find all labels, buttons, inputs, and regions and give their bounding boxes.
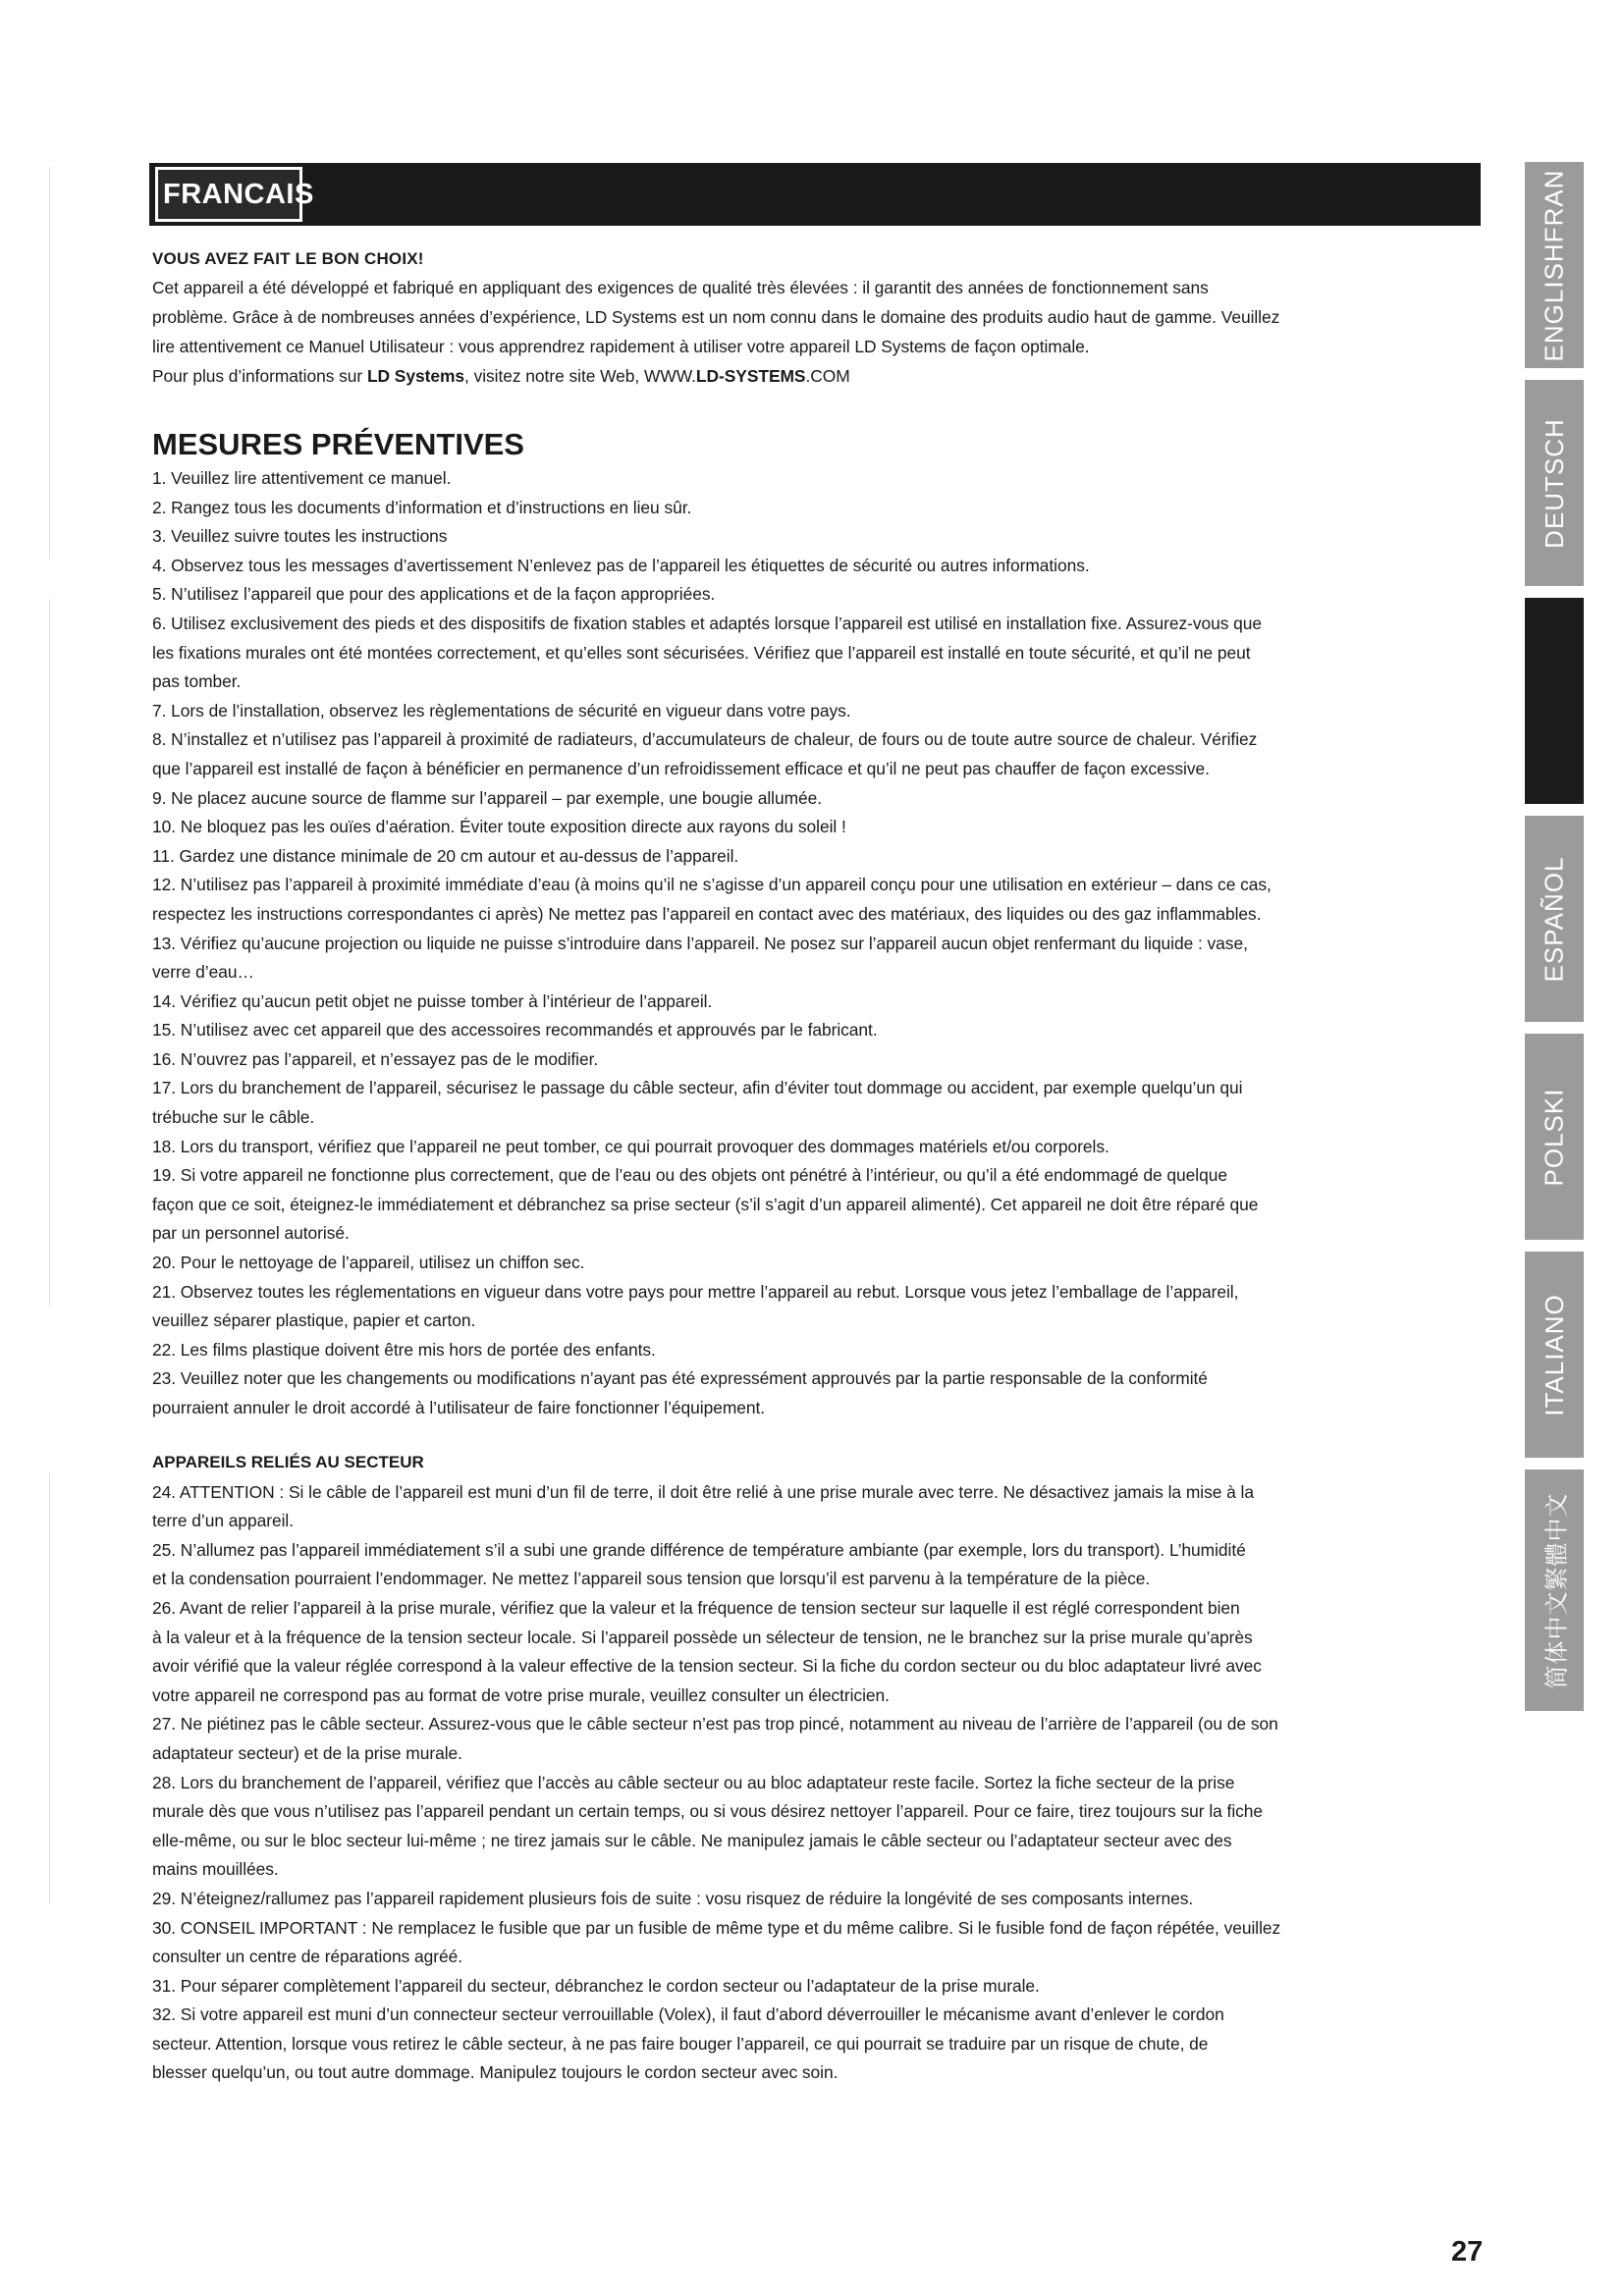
tab-english-francais[interactable] [1525, 162, 1584, 368]
tab-francais-active[interactable] [1525, 598, 1584, 804]
precaution-line: 14. Vérifiez qu’aucun petit objet ne puisse tomber à l’intérieur de l’appareil. [152, 990, 713, 1011]
precautions-list [152, 464, 1478, 1423]
mains-list [152, 1478, 1478, 2088]
precaution-line: que l’appareil est installé de façon à bénéficier en permanence d’un refroidissement efficace et qu’il ne peut pas chauffer de façon excessive. [152, 758, 1210, 778]
precaution-line: 5. N’utilisez l’appareil que pour des applications et de la façon appropriées. [152, 584, 716, 605]
precaution-line: 21. Observez toutes les réglementations en vigueur dans votre pays pour mettre l’appareil au rebut. Lorsque vous jetez l’emballage de l’appareil, [152, 1281, 1239, 1302]
tab-chinese[interactable] [1525, 1469, 1584, 1711]
intro-line: lire attentivement ce Manuel Utilisateur : vous apprendrez rapidement à utiliser votre appareil LD Systems de façon optimale. [152, 337, 1090, 356]
mains-line: 28. Lors du branchement de l’appareil, vérifiez que l’accès au câble secteur ou au bloc adaptateur reste facile. Sortez la fiche secteur de la prise [152, 1772, 1235, 1792]
mains-line: secteur. Attention, lorsque vous retirez le câble secteur, à ne pas faire bouger l’appareil, ce qui pourrait se traduire par un risque de chute, de [152, 2033, 1209, 2054]
mains-line: 25. N’allumez pas l’appareil immédiatement s’il a subi une grande différence de température ambiante (par exemple, lors du transport). L’humidité [152, 1539, 1246, 1560]
precaution-line: 23. Veuillez noter que les changements ou modifications n’ayant pas été expressément approuvés par la partie responsable de la conformité [152, 1368, 1208, 1389]
tab-label-english-fran: ENGLISHFRAN [1539, 169, 1569, 361]
intro-subtitle: VOUS AVEZ FAIT LE BON CHOIX! [152, 249, 424, 268]
mains-line: murale dès que vous n’utilisez pas l’appareil pendant un certain temps, ou si vous désirez nettoyer l’appareil. Pour ce faire, tirez toujours sur la fiche [152, 1801, 1264, 1822]
precaution-line: pourraient annuler le droit accordé à l’utilisateur de faire fonctionner l’équipement. [152, 1398, 766, 1417]
margin-line-mid [49, 599, 50, 1306]
precaution-line: 3. Veuillez suivre toutes les instructions [152, 526, 448, 547]
mains-line: 32. Si votre appareil est muni d’un connecteur secteur verrouillable (Volex), il faut d’abord déverrouiller le mécanisme avant d’enlever le cordon [152, 2004, 1224, 2025]
website-bold: LD-SYSTEMS [695, 366, 806, 386]
intro-text [152, 273, 1478, 361]
precaution-line: 4. Observez tous les messages d’avertissement N’enlevez pas de l’appareil les étiquettes de sécurité ou autres informations. [152, 555, 1090, 575]
precaution-line: 20. Pour le nettoyage de l’appareil, utilisez un chiffon sec. [152, 1253, 585, 1273]
mains-line: 31. Pour séparer complètement l’appareil du secteur, débranchez le cordon secteur ou l’adaptateur de la prise murale. [152, 1975, 1040, 1996]
section-header-title: FRANCAIS [163, 179, 314, 210]
precaution-line: trébuche sur le câble. [152, 1107, 315, 1128]
mains-line: terre d’un appareil. [152, 1511, 295, 1531]
tab-label-italiano: ITALIANO [1539, 1293, 1569, 1416]
mains-line: 27. Ne piétinez pas le câble secteur. Assurez-vous que le câble secteur n’est pas trop pincé, notamment au niveau de l’arrière de l’appareil (ou de son [152, 1714, 1278, 1735]
section-header-bar [149, 163, 1481, 226]
precaution-line: veuillez séparer plastique, papier et carton. [152, 1310, 476, 1331]
mains-line: 29. N’éteignez/rallumez pas l’appareil rapidement plusieurs fois de suite : vosu risquez de réduire la longévité de ses composants internes. [152, 1888, 1194, 1908]
intro-block [152, 247, 1478, 391]
mains-line: et la condensation pourraient l’endommager. Ne mettez l’appareil sous tension que lorsqu’il est parvenu à la température de la pièce. [152, 1569, 1151, 1589]
precaution-line: les fixations murales ont été montées correctement, et qu’elles sont sécurisées. Vérifiez que l’appareil est installé en toute sécurité, et qu’il ne peut [152, 642, 1251, 663]
intro-line: Cet appareil a été développé et fabriqué en appliquant des exigences de qualité très élevées : il garantit des années de fonctionnement sans [152, 278, 1209, 297]
margin-line-bottom [49, 1472, 50, 1904]
precaution-line: 7. Lors de l’installation, observez les règlementations de sécurité en vigueur dans votre pays. [152, 700, 851, 721]
mains-title: APPAREILS RELIÉS AU SECTEUR [152, 1452, 424, 1471]
precaution-line: 22. Les films plastique doivent être mis hors de portée des enfants. [152, 1339, 656, 1360]
mains-line: 26. Avant de relier l’appareil à la prise murale, vérifiez que la valeur et la fréquence de tension secteur sur laquelle il est réglé correspondent bien [152, 1597, 1240, 1618]
tab-label-polski: POLSKI [1539, 1088, 1569, 1186]
brand-name: LD Systems [366, 366, 464, 386]
intro-line: problème. Grâce à de nombreuses années d’expérience, LD Systems est un nom connu dans le domaine des produits audio haut de gamme. Veuillez [152, 307, 1280, 327]
precaution-line: 16. N’ouvrez pas l’appareil, et n’essayez pas de le modifier. [152, 1048, 599, 1069]
precaution-line: pas tomber. [152, 671, 242, 692]
precaution-line: 8. N’installez et n’utilisez pas l’appareil à proximité de radiateurs, d’accumulateurs de chaleur, de fours ou de toute autre source de chaleur. Vérifiez [152, 729, 1258, 750]
more-suffix: .COM [805, 366, 850, 386]
mains-line: 30. CONSEIL IMPORTANT : Ne remplacez le fusible que par un fusible de même type et du même calibre. Si le fusible fond de façon répétée, veuillez [152, 1917, 1281, 1938]
precaution-line: 1. Veuillez lire attentivement ce manuel. [152, 468, 452, 488]
mains-line: adaptateur secteur) et de la prise murale. [152, 1742, 462, 1763]
more-middle: , visitez notre site Web, WWW. [464, 366, 696, 386]
mains-line: 24. ATTENTION : Si le câble de l’appareil est muni d’un fil de terre, il doit être relié à une prise murale avec terre. Ne désactivez jamais la mise à la [152, 1481, 1254, 1502]
precaution-line: 17. Lors du branchement de l’appareil, sécurisez le passage du câble secteur, afin d’éviter tout dommage ou accident, par exemple quelqu’un qui [152, 1078, 1243, 1098]
mains-line: avoir vérifié que la valeur réglée correspond à la valeur effective de la tension secteur. Si la fiche du cordon secteur ou du bloc adaptateur livré avec [152, 1656, 1262, 1677]
precaution-line: 15. N’utilisez avec cet appareil que des accessoires recommandés et approuvés par le fabricant. [152, 1020, 878, 1041]
more-prefix: Pour plus d’informations sur [152, 366, 367, 386]
intro-more-info [152, 361, 1478, 391]
tab-espanol[interactable] [1525, 816, 1584, 1022]
precaution-line: 13. Vérifiez qu’aucune projection ou liquide ne puisse s’introduire dans l’appareil. Ne posez sur l’appareil aucun objet renfermant du liquide : vase, [152, 933, 1248, 953]
precaution-line: 2. Rangez tous les documents d’information et d’instructions en lieu sûr. [152, 497, 692, 517]
precaution-line: 12. N’utilisez pas l’appareil à proximité immédiate d’eau (à moins qu’il ne s’agisse d’un appareil conçu pour une utilisation en extérieur – dans ce cas, [152, 875, 1272, 895]
mains-line: blesser quelqu’un, ou tout autre dommage. Manipulez toujours le cordon secteur avec soin. [152, 2062, 839, 2083]
precaution-line: par un personnel autorisé. [152, 1223, 350, 1244]
mains-line: votre appareil ne correspond pas au format de votre prise murale, veuillez consulter un électricien. [152, 1684, 890, 1705]
tab-deutsch[interactable] [1525, 380, 1584, 586]
tab-label-chinese: 简体中文繁體中文 [1543, 1492, 1571, 1688]
mains-line: mains mouillées. [152, 1859, 279, 1880]
mains-line: à la valeur et à la fréquence de la tension secteur locale. Si l’appareil possède un sélecteur de tension, ne le branchez sur la prise murale qu’après [152, 1627, 1253, 1647]
precaution-line: respectez les instructions correspondantes ci après) Ne mettez pas l’appareil en contact avec des matériaux, des liquides ou des gaz inflammables. [152, 903, 1262, 924]
precaution-line: verre d’eau… [152, 962, 254, 983]
precaution-line: façon que ce soit, éteignez-le immédiatement et débranchez sa prise secteur (s’il s’agit d’un appareil alimenté). Cet appareil ne doit être réparé que [152, 1194, 1259, 1214]
precautions-title: MESURES PRÉVENTIVES [152, 427, 524, 461]
precaution-line: 9. Ne placez aucune source de flamme sur l’appareil – par exemple, une bougie allumée. [152, 787, 823, 808]
precaution-line: 11. Gardez une distance minimale de 20 cm autour et au-dessus de l’appareil. [152, 845, 739, 866]
tab-polski[interactable] [1525, 1034, 1584, 1240]
precaution-line: 10. Ne bloquez pas les ouïes d’aération. Éviter toute exposition directe aux rayons du soleil ! [152, 817, 846, 837]
margin-line-top [49, 167, 50, 560]
page-number: 27 [1451, 2236, 1484, 2268]
main-content [152, 247, 1478, 2088]
tab-label-deutsch: DEUTSCH [1539, 417, 1569, 549]
mains-line: consulter un centre de réparations agréé. [152, 1947, 463, 1967]
mains-line: elle-même, ou sur le bloc secteur lui-même ; ne tirez jamais sur le câble. Ne manipulez jamais le câble secteur ou l’adaptateur secteur avec des [152, 1830, 1232, 1850]
tab-label-espanol: ESPAÑOL [1539, 856, 1569, 982]
precaution-line: 18. Lors du transport, vérifiez que l’appareil ne peut tomber, ce qui pourrait provoquer des dommages matériels et/ou corporels. [152, 1136, 1110, 1156]
tab-italiano[interactable] [1525, 1252, 1584, 1458]
precaution-line: 19. Si votre appareil ne fonctionne plus correctement, que de l’eau ou des objets ont pénétré à l’intérieur, ou qu’il a été endommagé de quelque [152, 1165, 1227, 1186]
precaution-line: 6. Utilisez exclusivement des pieds et des dispositifs de fixation stables et adaptés lorsque l’appareil est utilisé en installation fixe. Assurez-vous que [152, 613, 1263, 633]
